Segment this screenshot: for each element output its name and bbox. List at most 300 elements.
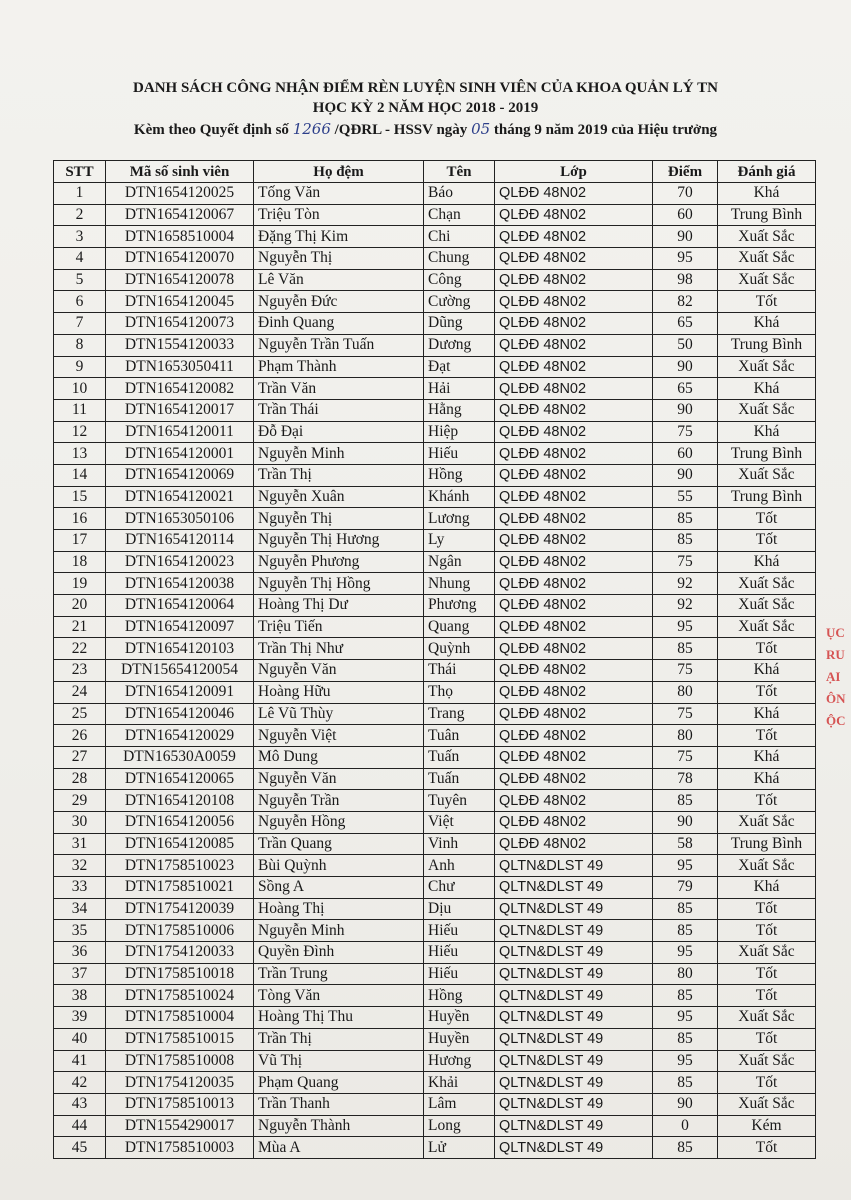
cell-family-name: Trần Thái xyxy=(254,399,424,421)
table-row xyxy=(54,746,816,768)
table-row xyxy=(54,399,816,421)
cell-class: QLĐĐ 48N02 xyxy=(495,226,653,248)
cell-stt: 22 xyxy=(54,638,106,660)
cell-given-name: Hồng xyxy=(424,985,495,1007)
cell-family-name: Lê Văn xyxy=(254,269,424,291)
cell-stt: 17 xyxy=(54,530,106,552)
cell-stt: 2 xyxy=(54,204,106,226)
cell-given-name: Dương xyxy=(424,334,495,356)
cell-given-name: Tuấn xyxy=(424,768,495,790)
table-row xyxy=(54,551,816,573)
cell-family-name: Sồng A xyxy=(254,877,424,899)
table-row xyxy=(54,508,816,530)
cell-student-id: DTN1654120046 xyxy=(106,703,254,725)
cell-grade: Trung Bình xyxy=(718,833,816,855)
cell-class: QLĐĐ 48N02 xyxy=(495,703,653,725)
cell-class: QLĐĐ 48N02 xyxy=(495,443,653,465)
cell-stt: 25 xyxy=(54,703,106,725)
cell-family-name: Mô Dung xyxy=(254,746,424,768)
cell-student-id: DTN1654120001 xyxy=(106,443,254,465)
cell-given-name: Dũng xyxy=(424,313,495,335)
cell-given-name: Báo xyxy=(424,183,495,205)
cell-student-id: DTN1654120073 xyxy=(106,313,254,335)
cell-given-name: Quỳnh xyxy=(424,638,495,660)
cell-stt: 33 xyxy=(54,877,106,899)
cell-score: 85 xyxy=(653,508,718,530)
cell-score: 80 xyxy=(653,963,718,985)
cell-score: 70 xyxy=(653,183,718,205)
cell-class: QLĐĐ 48N02 xyxy=(495,334,653,356)
cell-student-id: DTN1654120064 xyxy=(106,595,254,617)
cell-class: QLĐĐ 48N02 xyxy=(495,313,653,335)
cell-student-id: DTN1758510013 xyxy=(106,1093,254,1115)
cell-student-id: DTN1758510008 xyxy=(106,1050,254,1072)
cell-score: 75 xyxy=(653,746,718,768)
cell-student-id: DTN1754120033 xyxy=(106,942,254,964)
cell-family-name: Hoàng Hữu xyxy=(254,681,424,703)
table-row xyxy=(54,855,816,877)
cell-score: 80 xyxy=(653,725,718,747)
header-student-id: Mã số sinh viên xyxy=(106,161,254,183)
cell-given-name: Chung xyxy=(424,248,495,270)
cell-stt: 21 xyxy=(54,616,106,638)
cell-stt: 14 xyxy=(54,464,106,486)
cell-family-name: Triệu Tòn xyxy=(254,204,424,226)
cell-family-name: Nguyễn Thị Hương xyxy=(254,530,424,552)
cell-score: 55 xyxy=(653,486,718,508)
cell-given-name: Hương xyxy=(424,1050,495,1072)
cell-given-name: Huyền xyxy=(424,1028,495,1050)
cell-score: 85 xyxy=(653,920,718,942)
table-row xyxy=(54,985,816,1007)
cell-stt: 16 xyxy=(54,508,106,530)
cell-stt: 8 xyxy=(54,334,106,356)
cell-family-name: Nguyễn Minh xyxy=(254,920,424,942)
cell-grade: Khá xyxy=(718,768,816,790)
cell-score: 80 xyxy=(653,681,718,703)
cell-student-id: DTN16530A0059 xyxy=(106,746,254,768)
cell-student-id: DTN1758510021 xyxy=(106,877,254,899)
cell-grade: Trung Bình xyxy=(718,486,816,508)
decision-day: 05 xyxy=(471,120,491,138)
cell-student-id: DTN1654120082 xyxy=(106,378,254,400)
cell-score: 98 xyxy=(653,269,718,291)
table-header-row xyxy=(54,161,816,183)
table-row xyxy=(54,877,816,899)
cell-given-name: Anh xyxy=(424,855,495,877)
cell-stt: 18 xyxy=(54,551,106,573)
table-row xyxy=(54,573,816,595)
cell-grade: Trung Bình xyxy=(718,334,816,356)
decision-mid: /QĐRL - HSSV ngày xyxy=(334,122,468,138)
cell-stt: 12 xyxy=(54,421,106,443)
cell-stt: 35 xyxy=(54,920,106,942)
cell-class: QLĐĐ 48N02 xyxy=(495,421,653,443)
cell-score: 82 xyxy=(653,291,718,313)
cell-family-name: Mùa A xyxy=(254,1137,424,1159)
cell-class: QLĐĐ 48N02 xyxy=(495,725,653,747)
table-row xyxy=(54,942,816,964)
cell-stt: 13 xyxy=(54,443,106,465)
cell-given-name: Hiếu xyxy=(424,963,495,985)
cell-given-name: Lương xyxy=(424,508,495,530)
table-row xyxy=(54,356,816,378)
cell-class: QLTN&DLST 49 xyxy=(495,963,653,985)
cell-stt: 1 xyxy=(54,183,106,205)
cell-grade: Kém xyxy=(718,1115,816,1137)
cell-family-name: Đỗ Đại xyxy=(254,421,424,443)
document-subtitle: HỌC KỲ 2 NĂM HỌC 2018 - 2019 xyxy=(312,100,539,116)
cell-family-name: Nguyễn Đức xyxy=(254,291,424,313)
cell-stt: 34 xyxy=(54,898,106,920)
cell-class: QLĐĐ 48N02 xyxy=(495,551,653,573)
cell-student-id: DTN1654120045 xyxy=(106,291,254,313)
cell-grade: Tốt xyxy=(718,898,816,920)
cell-given-name: Hiếu xyxy=(424,920,495,942)
table-row xyxy=(54,595,816,617)
cell-score: 85 xyxy=(653,898,718,920)
cell-student-id: DTN1653050411 xyxy=(106,356,254,378)
cell-grade: Tốt xyxy=(718,530,816,552)
cell-family-name: Hoàng Thị Dư xyxy=(254,595,424,617)
cell-given-name: Ngân xyxy=(424,551,495,573)
cell-stt: 19 xyxy=(54,573,106,595)
cell-family-name: Trần Thị xyxy=(254,1028,424,1050)
cell-given-name: Hằng xyxy=(424,399,495,421)
cell-given-name: Thái xyxy=(424,660,495,682)
cell-family-name: Nguyễn Xuân xyxy=(254,486,424,508)
cell-given-name: Phương xyxy=(424,595,495,617)
cell-stt: 4 xyxy=(54,248,106,270)
table-row xyxy=(54,768,816,790)
cell-given-name: Đạt xyxy=(424,356,495,378)
table-row xyxy=(54,1093,816,1115)
cell-grade: Khá xyxy=(718,378,816,400)
stamp-text: ỤC xyxy=(826,625,845,640)
cell-class: QLĐĐ 48N02 xyxy=(495,833,653,855)
cell-score: 95 xyxy=(653,1050,718,1072)
table-row xyxy=(54,421,816,443)
cell-score: 65 xyxy=(653,313,718,335)
cell-class: QLĐĐ 48N02 xyxy=(495,790,653,812)
cell-grade: Tốt xyxy=(718,790,816,812)
cell-given-name: Cường xyxy=(424,291,495,313)
cell-family-name: Nguyễn Hồng xyxy=(254,811,424,833)
cell-stt: 30 xyxy=(54,811,106,833)
table-row xyxy=(54,486,816,508)
cell-class: QLĐĐ 48N02 xyxy=(495,508,653,530)
cell-given-name: Ly xyxy=(424,530,495,552)
cell-grade: Tốt xyxy=(718,638,816,660)
cell-stt: 40 xyxy=(54,1028,106,1050)
cell-family-name: Nguyễn Thị xyxy=(254,508,424,530)
cell-family-name: Nguyễn Văn xyxy=(254,660,424,682)
cell-grade: Trung Bình xyxy=(718,443,816,465)
cell-family-name: Nguyễn Việt xyxy=(254,725,424,747)
cell-stt: 6 xyxy=(54,291,106,313)
cell-score: 75 xyxy=(653,551,718,573)
cell-score: 95 xyxy=(653,616,718,638)
student-roster-table xyxy=(53,160,816,1159)
cell-grade: Xuất Sắc xyxy=(718,1007,816,1029)
cell-score: 92 xyxy=(653,595,718,617)
cell-grade: Khá xyxy=(718,421,816,443)
cell-class: QLĐĐ 48N02 xyxy=(495,638,653,660)
cell-class: QLTN&DLST 49 xyxy=(495,877,653,899)
cell-student-id: DTN1654120091 xyxy=(106,681,254,703)
cell-class: QLĐĐ 48N02 xyxy=(495,399,653,421)
cell-grade: Xuất Sắc xyxy=(718,942,816,964)
cell-score: 85 xyxy=(653,985,718,1007)
cell-given-name: Long xyxy=(424,1115,495,1137)
cell-stt: 42 xyxy=(54,1072,106,1094)
cell-family-name: Nguyễn Minh xyxy=(254,443,424,465)
cell-score: 90 xyxy=(653,1093,718,1115)
cell-grade: Xuất Sắc xyxy=(718,1093,816,1115)
table-row xyxy=(54,1137,816,1159)
cell-given-name: Lâm xyxy=(424,1093,495,1115)
cell-class: QLTN&DLST 49 xyxy=(495,1093,653,1115)
cell-stt: 28 xyxy=(54,768,106,790)
cell-student-id: DTN1758510006 xyxy=(106,920,254,942)
cell-class: QLTN&DLST 49 xyxy=(495,1115,653,1137)
cell-score: 90 xyxy=(653,226,718,248)
cell-stt: 15 xyxy=(54,486,106,508)
cell-student-id: DTN1758510003 xyxy=(106,1137,254,1159)
cell-student-id: DTN1654120056 xyxy=(106,811,254,833)
cell-family-name: Nguyễn Văn xyxy=(254,768,424,790)
table-row xyxy=(54,963,816,985)
cell-grade: Tốt xyxy=(718,1137,816,1159)
cell-given-name: Hiệp xyxy=(424,421,495,443)
cell-grade: Tốt xyxy=(718,1072,816,1094)
cell-score: 0 xyxy=(653,1115,718,1137)
cell-class: QLĐĐ 48N02 xyxy=(495,269,653,291)
cell-family-name: Đặng Thị Kim xyxy=(254,226,424,248)
cell-score: 95 xyxy=(653,942,718,964)
cell-class: QLĐĐ 48N02 xyxy=(495,811,653,833)
cell-family-name: Trần Thị Như xyxy=(254,638,424,660)
cell-family-name: Trần Trung xyxy=(254,963,424,985)
cell-stt: 11 xyxy=(54,399,106,421)
cell-class: QLĐĐ 48N02 xyxy=(495,616,653,638)
cell-class: QLĐĐ 48N02 xyxy=(495,530,653,552)
cell-score: 50 xyxy=(653,334,718,356)
cell-given-name: Công xyxy=(424,269,495,291)
cell-score: 60 xyxy=(653,443,718,465)
table-row xyxy=(54,313,816,335)
table-row xyxy=(54,183,816,205)
red-stamp-fragment xyxy=(826,622,851,747)
table-row xyxy=(54,790,816,812)
table-row xyxy=(54,681,816,703)
cell-family-name: Phạm Thành xyxy=(254,356,424,378)
header-family-name: Họ đệm xyxy=(254,161,424,183)
table-row xyxy=(54,660,816,682)
cell-family-name: Trần Quang xyxy=(254,833,424,855)
cell-given-name: Hồng xyxy=(424,464,495,486)
cell-student-id: DTN1654120070 xyxy=(106,248,254,270)
cell-class: QLĐĐ 48N02 xyxy=(495,464,653,486)
cell-grade: Khá xyxy=(718,183,816,205)
cell-class: QLĐĐ 48N02 xyxy=(495,356,653,378)
cell-stt: 3 xyxy=(54,226,106,248)
cell-score: 90 xyxy=(653,811,718,833)
cell-grade: Xuất Sắc xyxy=(718,595,816,617)
cell-grade: Tốt xyxy=(718,508,816,530)
cell-class: QLĐĐ 48N02 xyxy=(495,248,653,270)
table-row xyxy=(54,638,816,660)
cell-stt: 32 xyxy=(54,855,106,877)
cell-given-name: Chạn xyxy=(424,204,495,226)
table-row xyxy=(54,1028,816,1050)
cell-given-name: Trang xyxy=(424,703,495,725)
cell-family-name: Vũ Thị xyxy=(254,1050,424,1072)
cell-given-name: Tuấn xyxy=(424,746,495,768)
cell-student-id: DTN1654120085 xyxy=(106,833,254,855)
cell-given-name: Khải xyxy=(424,1072,495,1094)
table-row xyxy=(54,291,816,313)
table-row xyxy=(54,616,816,638)
cell-score: 95 xyxy=(653,1007,718,1029)
cell-given-name: Tuyên xyxy=(424,790,495,812)
cell-family-name: Nguyễn Phương xyxy=(254,551,424,573)
table-row xyxy=(54,833,816,855)
cell-score: 90 xyxy=(653,356,718,378)
cell-student-id: DTN1758510024 xyxy=(106,985,254,1007)
cell-family-name: Nguyễn Thị Hồng xyxy=(254,573,424,595)
cell-stt: 5 xyxy=(54,269,106,291)
cell-grade: Xuất Sắc xyxy=(718,248,816,270)
cell-grade: Khá xyxy=(718,551,816,573)
cell-family-name: Bùi Quỳnh xyxy=(254,855,424,877)
cell-grade: Xuất Sắc xyxy=(718,269,816,291)
cell-grade: Khá xyxy=(718,703,816,725)
cell-score: 95 xyxy=(653,855,718,877)
cell-student-id: DTN1758510018 xyxy=(106,963,254,985)
cell-grade: Tốt xyxy=(718,291,816,313)
cell-class: QLĐĐ 48N02 xyxy=(495,660,653,682)
table-row xyxy=(54,898,816,920)
cell-student-id: DTN1754120035 xyxy=(106,1072,254,1094)
table-body xyxy=(54,183,816,1159)
cell-grade: Xuất Sắc xyxy=(718,226,816,248)
cell-student-id: DTN1654120114 xyxy=(106,530,254,552)
cell-family-name: Trần Thanh xyxy=(254,1093,424,1115)
cell-score: 78 xyxy=(653,768,718,790)
cell-grade: Xuất Sắc xyxy=(718,1050,816,1072)
cell-student-id: DTN1554120033 xyxy=(106,334,254,356)
cell-class: QLĐĐ 48N02 xyxy=(495,573,653,595)
cell-student-id: DTN1654120023 xyxy=(106,551,254,573)
cell-class: QLTN&DLST 49 xyxy=(495,1007,653,1029)
cell-class: QLĐĐ 48N02 xyxy=(495,183,653,205)
cell-grade: Tốt xyxy=(718,963,816,985)
cell-student-id: DTN1654120103 xyxy=(106,638,254,660)
cell-class: QLTN&DLST 49 xyxy=(495,920,653,942)
header-grade: Đánh giá xyxy=(718,161,816,183)
cell-score: 85 xyxy=(653,1072,718,1094)
table-row xyxy=(54,703,816,725)
cell-student-id: DTN1754120039 xyxy=(106,898,254,920)
cell-student-id: DTN1654120108 xyxy=(106,790,254,812)
cell-grade: Khá xyxy=(718,313,816,335)
document-header xyxy=(0,78,851,140)
cell-score: 65 xyxy=(653,378,718,400)
stamp-text: RU xyxy=(826,647,845,662)
cell-stt: 10 xyxy=(54,378,106,400)
cell-class: QLTN&DLST 49 xyxy=(495,1137,653,1159)
cell-given-name: Chi xyxy=(424,226,495,248)
table-row xyxy=(54,226,816,248)
cell-given-name: Tuân xyxy=(424,725,495,747)
cell-student-id: DTN1658510004 xyxy=(106,226,254,248)
cell-family-name: Triệu Tiến xyxy=(254,616,424,638)
cell-student-id: DTN1653050106 xyxy=(106,508,254,530)
cell-given-name: Hiếu xyxy=(424,443,495,465)
cell-student-id: DTN1654120078 xyxy=(106,269,254,291)
cell-class: QLTN&DLST 49 xyxy=(495,898,653,920)
cell-family-name: Nguyễn Trần xyxy=(254,790,424,812)
cell-family-name: Nguyễn Thị xyxy=(254,248,424,270)
cell-given-name: Chư xyxy=(424,877,495,899)
table-row xyxy=(54,1007,816,1029)
cell-family-name: Nguyễn Trần Tuấn xyxy=(254,334,424,356)
cell-given-name: Khánh xyxy=(424,486,495,508)
cell-given-name: Hiếu xyxy=(424,942,495,964)
cell-given-name: Lử xyxy=(424,1137,495,1159)
cell-student-id: DTN1654120011 xyxy=(106,421,254,443)
cell-family-name: Tòng Văn xyxy=(254,985,424,1007)
cell-score: 90 xyxy=(653,464,718,486)
cell-grade: Xuất Sắc xyxy=(718,811,816,833)
cell-student-id: DTN1758510023 xyxy=(106,855,254,877)
cell-class: QLĐĐ 48N02 xyxy=(495,681,653,703)
document-title: DANH SÁCH CÔNG NHẬN ĐIỂM RÈN LUYỆN SINH VIÊN CỦA KHOA QUẢN LÝ TN xyxy=(133,80,718,96)
table-row xyxy=(54,920,816,942)
cell-score: 95 xyxy=(653,248,718,270)
cell-grade: Xuất Sắc xyxy=(718,356,816,378)
cell-stt: 27 xyxy=(54,746,106,768)
cell-class: QLĐĐ 48N02 xyxy=(495,486,653,508)
stamp-text: ẠI xyxy=(826,669,841,684)
cell-class: QLTN&DLST 49 xyxy=(495,942,653,964)
table-row xyxy=(54,811,816,833)
cell-score: 60 xyxy=(653,204,718,226)
cell-score: 85 xyxy=(653,1137,718,1159)
cell-class: QLTN&DLST 49 xyxy=(495,855,653,877)
cell-stt: 39 xyxy=(54,1007,106,1029)
cell-score: 85 xyxy=(653,1028,718,1050)
cell-stt: 36 xyxy=(54,942,106,964)
cell-given-name: Dịu xyxy=(424,898,495,920)
cell-family-name: Đinh Quang xyxy=(254,313,424,335)
cell-class: QLTN&DLST 49 xyxy=(495,1072,653,1094)
cell-student-id: DTN15654120054 xyxy=(106,660,254,682)
header-given-name: Tên xyxy=(424,161,495,183)
cell-class: QLĐĐ 48N02 xyxy=(495,291,653,313)
cell-student-id: DTN1554290017 xyxy=(106,1115,254,1137)
cell-stt: 9 xyxy=(54,356,106,378)
cell-grade: Xuất Sắc xyxy=(718,855,816,877)
cell-stt: 26 xyxy=(54,725,106,747)
cell-grade: Xuất Sắc xyxy=(718,399,816,421)
cell-grade: Tốt xyxy=(718,1028,816,1050)
cell-family-name: Phạm Quang xyxy=(254,1072,424,1094)
cell-grade: Xuất Sắc xyxy=(718,573,816,595)
cell-stt: 43 xyxy=(54,1093,106,1115)
cell-stt: 23 xyxy=(54,660,106,682)
